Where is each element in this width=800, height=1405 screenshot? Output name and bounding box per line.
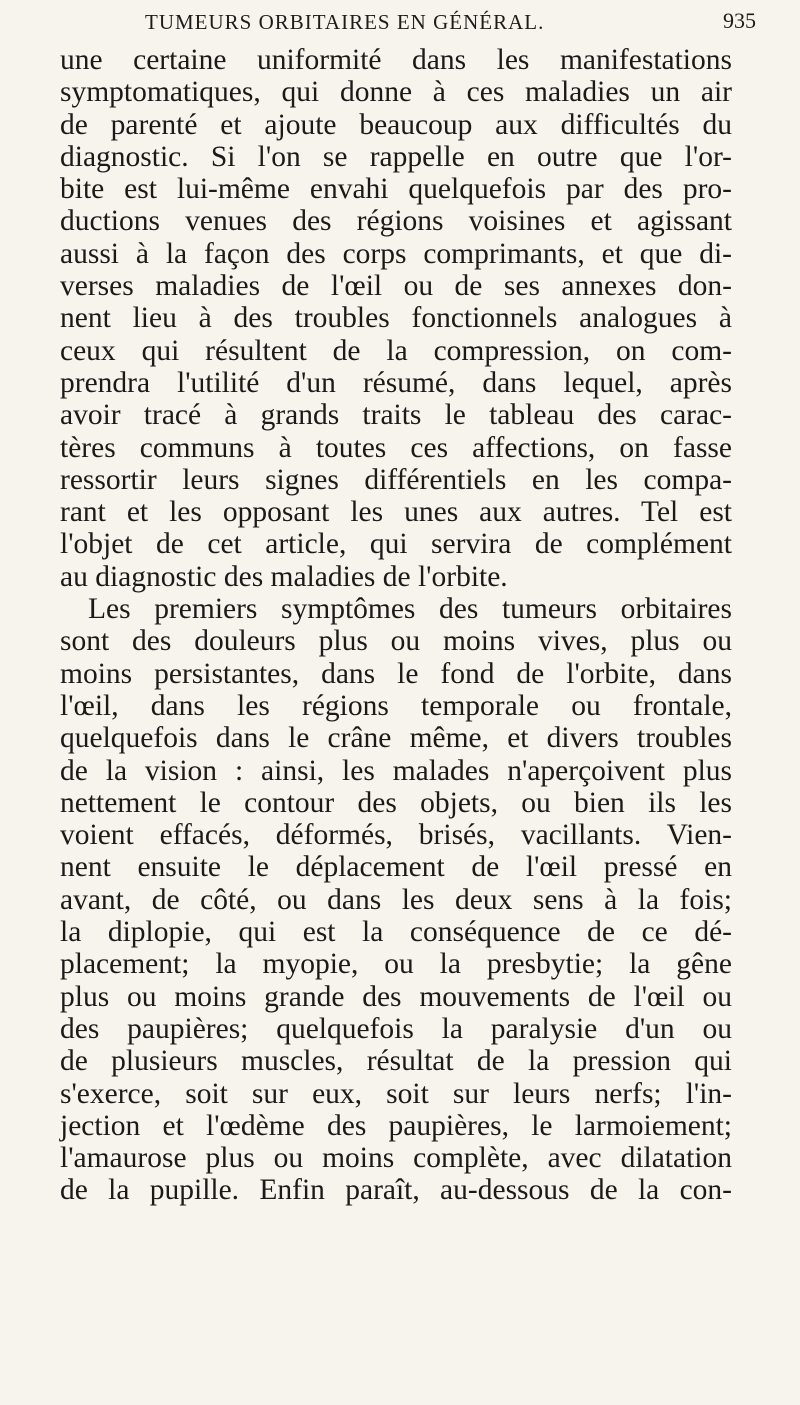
text-line: bite est lui-même envahi quelquefois par des pro- <box>60 173 732 206</box>
text-line: de plusieurs muscles, résultat de la pression qui <box>60 1045 732 1078</box>
text-line: plus ou moins grande des mouvements de l'œil ou <box>60 980 732 1013</box>
running-title: TUMEURS ORBITAIRES EN GÉNÉRAL. <box>145 10 545 34</box>
text-line: de la vision : ainsi, les malades n'aperçoivent plus <box>60 754 732 787</box>
text-line: s'exerce, soit sur eux, soit sur leurs nerfs; l'in- <box>60 1077 732 1110</box>
text-line: une certaine uniformité dans les manifestations <box>60 44 732 76</box>
text-line: l'œil, dans les régions temporale ou frontale, <box>60 689 732 722</box>
text-line: de parenté et ajoute beaucoup aux difficultés du <box>60 108 732 141</box>
text-line: avant, de côté, ou dans les deux sens à la fois; <box>60 883 732 916</box>
text-line: jection et l'œdème des paupières, le larmoiement; <box>60 1109 732 1142</box>
text-line: quelquefois dans le crâne même, et divers troubles <box>60 722 732 755</box>
page-number: 935 <box>723 8 756 33</box>
text-line: des paupières; quelquefois la paralysie d'un ou <box>60 1012 732 1045</box>
text-line: ductions venues des régions voisines et agissant <box>60 205 732 238</box>
text-line: moins persistantes, dans le fond de l'orbite, dans <box>60 657 732 690</box>
text-line: voient effacés, déformés, brisés, vacillants. Vien- <box>60 819 732 852</box>
text-line: rant et les opposant les unes aux autres. Tel est <box>60 496 732 529</box>
text-line: tères communs à toutes ces affections, on fasse <box>60 431 732 464</box>
text-line: symptomatiques, qui donne à ces maladies un air <box>60 76 732 109</box>
text-line: au diagnostic des maladies de l'orbite. <box>60 560 508 593</box>
text-line: placement; la myopie, ou la presbytie; la gêne <box>60 948 732 981</box>
text-line: ceux qui résultent de la compression, on com- <box>60 334 732 367</box>
text-line: sont des douleurs plus ou moins vives, plus ou <box>60 625 732 658</box>
text-line: l'amaurose plus ou moins complète, avec dilatation <box>60 1142 732 1175</box>
text-line: diagnostic. Si l'on se rappelle en outre que l'or- <box>60 140 732 173</box>
text-line: ressortir leurs signes différentiels en les compa- <box>60 463 732 496</box>
text-line: nettement le contour des objets, ou bien ils les <box>60 786 732 819</box>
text-line: Les premiers symptômes des tumeurs orbitaires <box>88 593 732 626</box>
running-head <box>110 8 756 42</box>
text-line: aussi à la façon des corps comprimants, et que di- <box>60 237 732 270</box>
text-line: nent ensuite le déplacement de l'œil pressé en <box>60 851 732 884</box>
text-line: prendra l'utilité d'un résumé, dans lequel, après <box>60 366 732 399</box>
text-line: nent lieu à des troubles fonctionnels analogues à <box>60 302 732 335</box>
text-line: avoir tracé à grands traits le tableau des carac- <box>60 399 732 432</box>
text-line: l'objet de cet article, qui servira de complément <box>60 528 732 561</box>
text-line: la diplopie, qui est la conséquence de ce dé- <box>60 916 732 949</box>
body-text <box>60 44 732 1207</box>
text-line: verses maladies de l'œil ou de ses annexes don- <box>60 270 732 303</box>
text-line: de la pupille. Enfin paraît, au-dessous de la con- <box>60 1174 732 1207</box>
